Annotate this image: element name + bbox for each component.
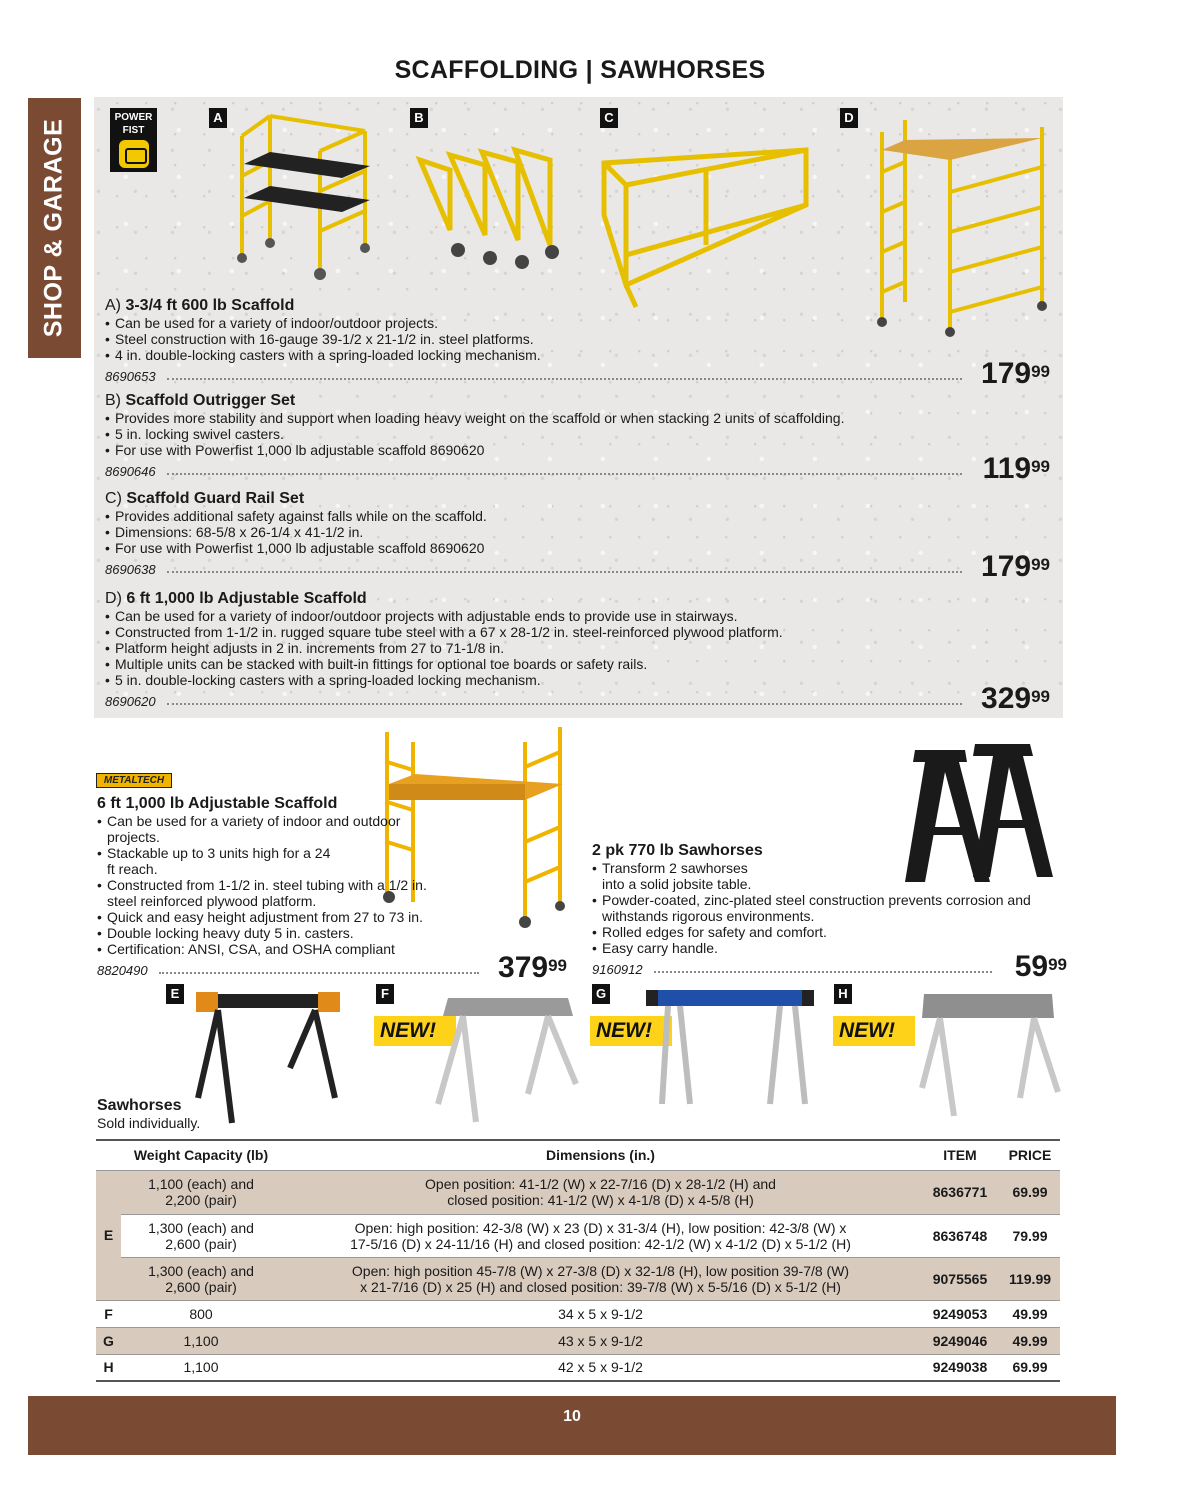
sawhorse-f-image (428, 994, 583, 1126)
page-title: SCAFFOLDING | SAWHORSES (394, 56, 766, 84)
leader-dots (167, 473, 962, 475)
product-c-feature: • Dimensions: 68-5/8 x 26-1/4 x 41-1/2 in. (105, 524, 1050, 540)
table-row (96, 1257, 1060, 1300)
leader-dots (159, 972, 479, 974)
leader-dots (167, 378, 962, 380)
sawhorses-2pk-title: 2 pk 770 lb Sawhorses (592, 842, 763, 859)
item-number-cell: 9249053 (920, 1300, 1000, 1327)
sawhorse-g-image (640, 984, 820, 1112)
sawhorses-2pk-sku: 9160912 (592, 962, 643, 977)
leader-dots (654, 971, 992, 973)
sawhorses-subtitle: Sold individually. (97, 1115, 201, 1131)
dimensions-cell: 34 x 5 x 9-1/2 (281, 1300, 920, 1327)
product-c-title: C) Scaffold Guard Rail Set (105, 490, 305, 507)
outrigger-set-image (410, 140, 570, 280)
product-d-feature: • 5 in. double-locking casters with a spring-loaded locking mechanism. (105, 672, 1050, 688)
product-d-price: $329^{99}$ (981, 682, 1050, 715)
product-d (105, 590, 1050, 715)
sawhorses-2pk-features (592, 860, 1067, 956)
sawhorses-title: Sawhorses (97, 1097, 182, 1114)
product-a-sku: 8690653 (105, 369, 156, 384)
product-b-sku: 8690646 (105, 464, 156, 479)
table-header-row (96, 1140, 1060, 1170)
sawhorses-heading (97, 1097, 200, 1131)
product-letter-b: B (410, 108, 428, 128)
table-row (96, 1354, 1060, 1381)
dimensions-cell: Open: high position: 42-3/8 (W) x 23 (D) x 31-3/4 (H), low position: 42-3/8 (W) x 17-5/16 (D) x 24-11/16 (H) and closed position: 42-1/2 (W) x 4-1/2 (D) x 5-1/2 (H) (281, 1214, 920, 1257)
sawhorse-letter-h: H (834, 984, 852, 1004)
metaltech-scaffold-title: 6 ft 1,000 lb Adjustable Scaffold (97, 795, 338, 812)
table-group-e: E (96, 1170, 121, 1300)
item-number-cell: 9249038 (920, 1354, 1000, 1381)
price-cell: 119.99 (1000, 1257, 1060, 1300)
product-b-features (105, 410, 1050, 458)
product-a-name: 3-3/4 ft 600 lb Scaffold (125, 297, 295, 314)
fist-icon (119, 140, 149, 168)
powerfist-logo-line1: POWER (114, 112, 153, 123)
product-c (105, 490, 1050, 583)
sawhorses-2pk-feature: • Easy carry handle. (592, 940, 1067, 956)
page-footer (28, 1396, 1116, 1455)
dimensions-cell: Open position: 41-1/2 (W) x 22-7/16 (D) x 28-1/2 (H) and closed position: 41-1/2 (W) x 4-1/8 (D) x 4-5/8 (H) (281, 1170, 920, 1214)
dimensions-cell: 43 x 5 x 9-1/2 (281, 1327, 920, 1354)
capacity-cell: 1,100 (each) and 2,200 (pair) (121, 1170, 281, 1214)
product-a-letter-label: A (105, 297, 116, 314)
item-number-cell: 8636771 (920, 1170, 1000, 1214)
product-c-price: $179^{99}$ (981, 550, 1050, 583)
metaltech-scaffold-features (97, 813, 457, 957)
table-header-dimensions: Dimensions (in.) (281, 1140, 920, 1170)
product-a (105, 297, 1050, 390)
product-letter-d: D (840, 108, 858, 128)
product-d-feature: • Platform height adjusts in 2 in. increments from 27 to 71-1/8 in. (105, 640, 1050, 656)
leader-dots (167, 703, 962, 705)
product-c-feature: • Provides additional safety against falls while on the scaffold. (105, 508, 1050, 524)
powerfist-logo-line2: FIST (122, 125, 145, 136)
metaltech-scaffold-feature: • Certification: ANSI, CSA, and OSHA compliant (97, 941, 477, 957)
metaltech-scaffold-feature: • Double locking heavy duty 5 in. casters. (97, 925, 457, 941)
table-row (96, 1300, 1060, 1327)
product-a-feature: • Steel construction with 16-gauge 39-1/2 x 21-1/2 in. steel platforms. (105, 331, 1050, 347)
section-side-tab (28, 98, 81, 358)
product-b-feature: • For use with Powerfist 1,000 lb adjustable scaffold 8690620 (105, 442, 1050, 458)
product-d-sku: 8690620 (105, 694, 156, 709)
capacity-cell: 1,100 (121, 1327, 281, 1354)
dimensions-cell: 42 x 5 x 9-1/2 (281, 1354, 920, 1381)
product-d-feature: • Can be used for a variety of indoor/outdoor projects with adjustable ends to provide use in stairways. (105, 608, 1050, 624)
product-c-name: Scaffold Guard Rail Set (126, 490, 305, 507)
metaltech-scaffold-feature: • Can be used for a variety of indoor and outdoor projects. (97, 813, 457, 845)
product-a-features (105, 315, 1050, 363)
product-b-feature: • 5 in. locking swivel casters. (105, 426, 1050, 442)
sawhorses-2pk-feature: • Transform 2 sawhorses into a solid jobsite table. (592, 860, 772, 892)
product-d-features (105, 608, 1050, 688)
product-b-name: Scaffold Outrigger Set (125, 392, 296, 409)
product-b-title: B) Scaffold Outrigger Set (105, 392, 296, 409)
metaltech-scaffold (97, 795, 567, 984)
metaltech-scaffold-feature: • Quick and easy height adjustment from 27 to 73 in. (97, 909, 467, 925)
price-cell: 49.99 (1000, 1300, 1060, 1327)
price-cell: 49.99 (1000, 1327, 1060, 1354)
price-cell: 69.99 (1000, 1354, 1060, 1381)
sawhorse-letter-e: E (166, 984, 184, 1004)
leader-dots (167, 571, 962, 573)
sawhorses-2pk-feature: • Rolled edges for safety and comfort. (592, 924, 1067, 940)
product-a-title: A) 3-3/4 ft 600 lb Scaffold (105, 297, 295, 314)
product-letter-c: C (600, 108, 618, 128)
scaffold-a-image (230, 106, 380, 286)
price-cell: 69.99 (1000, 1170, 1060, 1214)
table-row (96, 1170, 1060, 1214)
sawhorses-2pk-feature: • Powder-coated, zinc-plated steel construction prevents corrosion and withstands rigorous environments. (592, 892, 1067, 924)
table-header-capacity: Weight Capacity (lb) (121, 1140, 281, 1170)
table-group-g: G (96, 1327, 121, 1354)
dimensions-cell: Open: high position 45-7/8 (W) x 27-3/8 (D) x 32-1/8 (H), low position 39-7/8 (W) x 21-7/16 (D) x 25 (H) and closed position: 39-7/8 (W) x 5-5/16 (D) x 5-1/2 (H) (281, 1257, 920, 1300)
capacity-cell: 800 (121, 1300, 281, 1327)
price-cell: 79.99 (1000, 1214, 1060, 1257)
guard-rail-set-image (596, 145, 816, 315)
section-side-tab-label: SHOP & GARAGE (39, 118, 68, 338)
product-a-price: $179^{99}$ (981, 357, 1050, 390)
product-b-letter-label: B (105, 392, 116, 409)
metaltech-logo: METALTECH (96, 773, 172, 788)
sawhorses-2pk-price: $59^{99}$ (1014, 950, 1067, 983)
table-row (96, 1214, 1060, 1257)
table-row (96, 1327, 1060, 1354)
capacity-cell: 1,100 (121, 1354, 281, 1381)
sawhorse-letter-f: F (376, 984, 394, 1004)
new-badge-f: NEW! (374, 1016, 456, 1046)
product-d-feature: • Multiple units can be stacked with built-in fittings for optional toe boards or safety rails. (105, 656, 1050, 672)
metaltech-scaffold-price: $379^{99}$ (498, 951, 567, 984)
new-badge-h: NEW! (833, 1016, 915, 1046)
product-c-feature: • For use with Powerfist 1,000 lb adjustable scaffold 8690620 (105, 540, 1050, 556)
item-number-cell: 9249046 (920, 1327, 1000, 1354)
product-c-features (105, 508, 1050, 556)
sawhorses-2pk (592, 842, 1067, 983)
product-d-name: 6 ft 1,000 lb Adjustable Scaffold (126, 590, 367, 607)
product-d-title: D) 6 ft 1,000 lb Adjustable Scaffold (105, 590, 367, 607)
sawhorse-letter-g: G (592, 984, 610, 1004)
product-d-letter-label: D (105, 590, 117, 607)
metaltech-scaffold-feature: • Stackable up to 3 units high for a 24 ft reach. (97, 845, 337, 877)
metaltech-scaffold-sku: 8820490 (97, 963, 148, 978)
product-a-feature: • Can be used for a variety of indoor/outdoor projects. (105, 315, 1050, 331)
sawhorse-e-image (190, 988, 345, 1128)
table-group-h: H (96, 1354, 121, 1381)
product-a-feature: • 4 in. double-locking casters with a spring-loaded locking mechanism. (105, 347, 1050, 363)
page-number: 10 (563, 1408, 581, 1425)
product-c-sku: 8690638 (105, 562, 156, 577)
sawhorse-h-image (912, 988, 1064, 1118)
sawhorse-spec-table (96, 1139, 1060, 1382)
new-badge-g: NEW! (590, 1016, 672, 1046)
table-header-price: PRICE (1000, 1140, 1060, 1170)
metaltech-scaffold-feature: • Constructed from 1-1/2 in. steel tubing with a 1/2 in. steel reinforced plywood platform. (97, 877, 437, 909)
powerfist-logo (110, 108, 157, 172)
product-d-feature: • Constructed from 1-1/2 in. rugged square tube steel with a 67 x 28-1/2 in. steel-reinforced plywood platform. (105, 624, 1050, 640)
product-b-price: $119^{99}$ (982, 452, 1050, 485)
product-b (105, 392, 1050, 485)
item-number-cell: 8636748 (920, 1214, 1000, 1257)
capacity-cell: 1,300 (each) and 2,600 (pair) (121, 1214, 281, 1257)
table-header-item: ITEM (920, 1140, 1000, 1170)
capacity-cell: 1,300 (each) and 2,600 (pair) (121, 1257, 281, 1300)
item-number-cell: 9075565 (920, 1257, 1000, 1300)
product-letter-a: A (209, 108, 227, 128)
product-b-feature: • Provides more stability and support when loading heavy weight on the scaffold or when stacking 2 units of scaffolding. (105, 410, 1050, 426)
table-header-group (96, 1140, 121, 1170)
table-group-f: F (96, 1300, 121, 1327)
product-c-letter-label: C (105, 490, 117, 507)
